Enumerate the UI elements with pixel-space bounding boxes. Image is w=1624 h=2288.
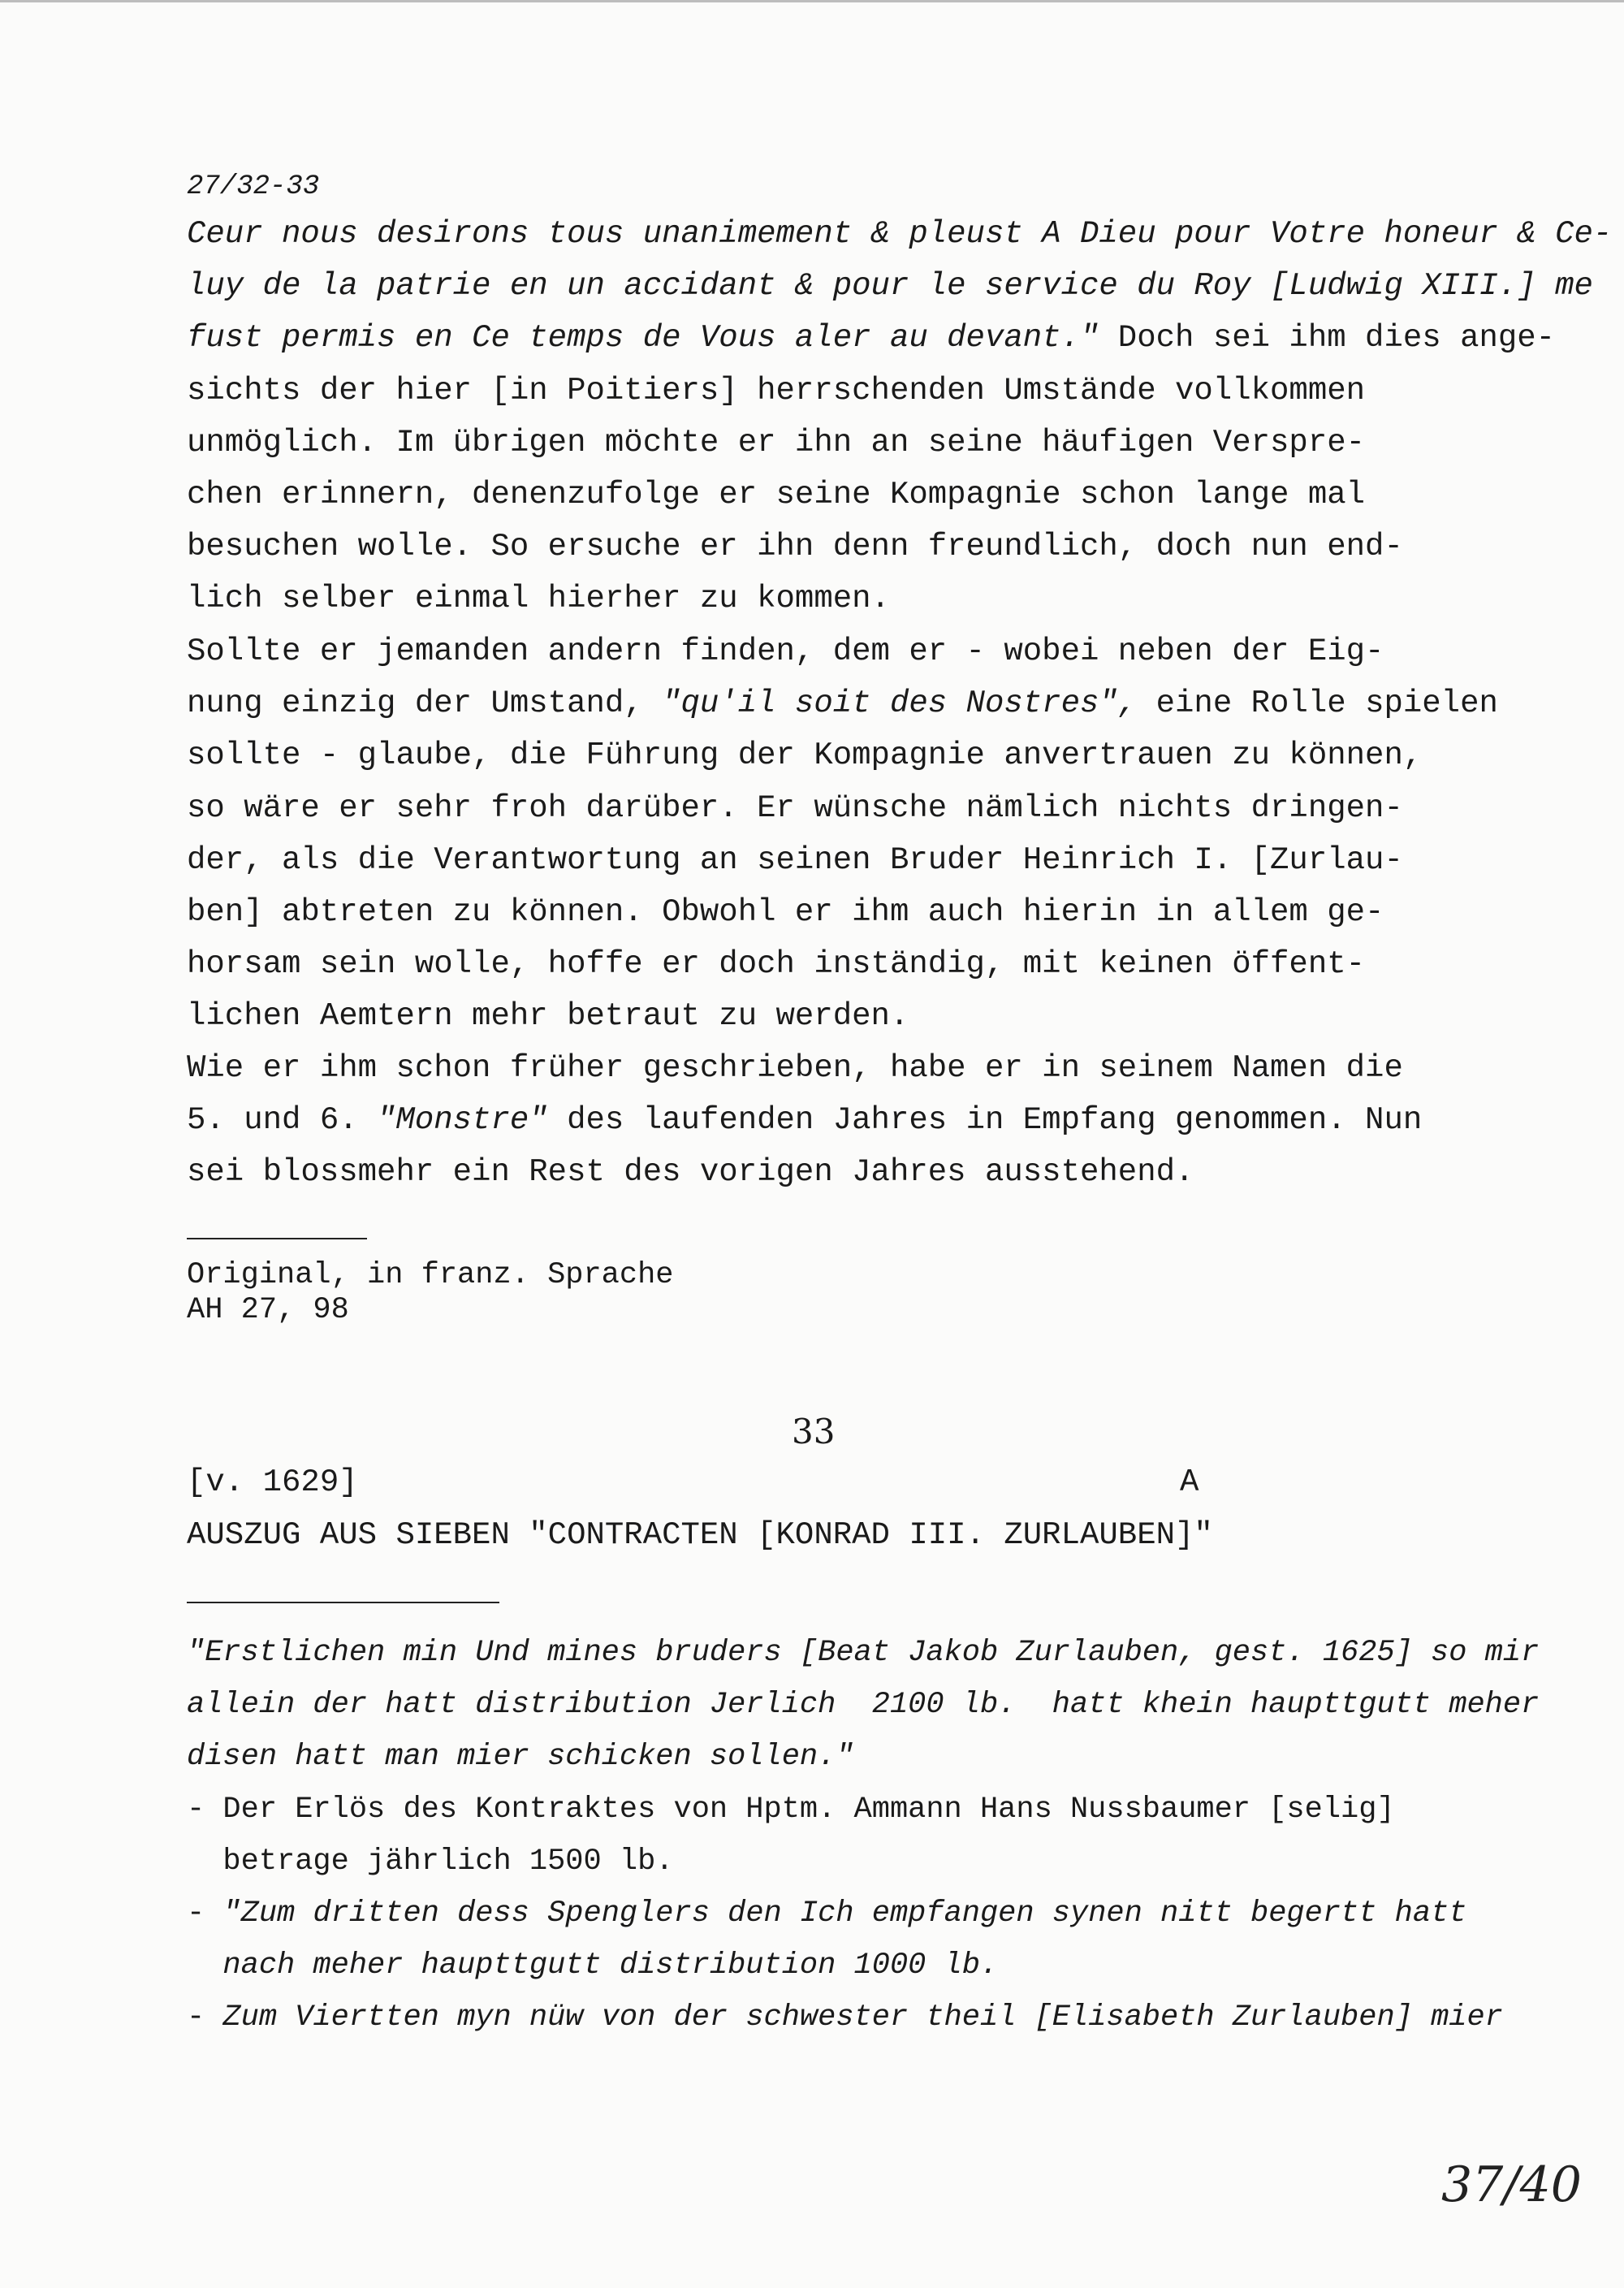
para3-text: "Monstre" <box>377 1102 548 1139</box>
para2-line <box>187 944 1365 984</box>
excerpt-text: - <box>187 1897 223 1931</box>
para2-line <box>187 683 1498 724</box>
para2-text: nung einzig der Umstand, <box>187 686 663 722</box>
excerpt-text: - <box>187 2000 223 2035</box>
para1-line <box>187 474 1365 515</box>
handwritten-page-number: 37/40 <box>1441 2156 1582 2213</box>
excerpt-text: - Der Erlös des Kontraktes von Hptm. Ammann Hans Nussbaumer [selig] <box>187 1792 1395 1827</box>
source-divider <box>187 1238 367 1239</box>
para1-text: luy de la patrie en un accidant & pour le service du Roy [Ludwig XIII.] me <box>187 268 1593 305</box>
excerpt-line <box>187 1841 674 1882</box>
para1-text: lich selber einmal hierher zu kommen. <box>187 581 890 617</box>
excerpt-text: "Erstlichen min Und mines bruders [Beat Jakob Zurlauben, gest. 1625] so mir <box>187 1636 1540 1670</box>
excerpt-text: allein der hatt distribution Jerlich 2100 lb. hatt khein haupttgutt meher <box>187 1688 1540 1723</box>
excerpt-line <box>187 1789 1395 1830</box>
entry-divider <box>187 1602 499 1603</box>
excerpt-text: "Zum dritten dess Spenglers den Ich empfangen synen nitt begertt hatt <box>222 1897 1467 1931</box>
para2-text: sollte - glaube, die Führung der Kompagnie anvertrauen zu können, <box>187 737 1423 774</box>
para2-line <box>187 631 1384 672</box>
para1-text: fust permis en Ce temps de Vous aler au devant." <box>187 320 1099 357</box>
para1-line <box>187 214 1612 254</box>
para2-text: horsam sein wolle, hoffe er doch inständig, mit keinen öffent- <box>187 946 1366 983</box>
para3-line <box>187 1048 1403 1088</box>
para2-line <box>187 840 1403 880</box>
para2-text: lichen Aemtern mehr betraut zu werden. <box>187 998 909 1035</box>
para2-text: der, als die Verantwortung an seinen Bruder Heinrich I. [Zurlau- <box>187 841 1403 878</box>
entry-letter: A <box>1180 1464 1199 1500</box>
excerpt-line <box>187 1945 998 1986</box>
para2-text: ben] abtreten zu können. Obwohl er ihm auch hierin in allem ge- <box>187 894 1384 930</box>
excerpt-text: nach meher haupttgutt distribution 1000 lb. <box>187 1948 999 1983</box>
para2-line <box>187 996 909 1036</box>
entry-title: AUSZUG AUS SIEBEN "CONTRACTEN [KONRAD III. ZURLAUBEN]" <box>187 1517 1213 1553</box>
para1-line <box>187 318 1555 358</box>
para1-text: chen erinnern, denenzufolge er seine Kompagnie schon lange mal <box>187 477 1366 513</box>
para3-text: des laufenden Jahres in Empfang genommen. Nun <box>547 1102 1423 1139</box>
excerpt-line <box>187 1893 1466 1934</box>
para2-line <box>187 735 1422 776</box>
scan-top-edge <box>0 0 1624 2</box>
excerpt-line <box>187 1737 854 1777</box>
para3-line <box>187 1152 1194 1192</box>
para2-text: "qu'il soit des Nostres", <box>662 686 1138 722</box>
para1-text: Ceur nous desirons tous unanimement & pleust A Dieu pour Votre honeur & Ce- <box>187 216 1613 252</box>
entry-number: 33 <box>792 1412 836 1451</box>
para1-line <box>187 578 890 619</box>
para3-text: 5. und 6. <box>187 1102 378 1139</box>
excerpt-line <box>187 1685 1539 1725</box>
source-archive: AH 27, 98 <box>187 1293 349 1327</box>
para2-text: eine Rolle spielen <box>1137 686 1498 722</box>
page-reference: 27/32-33 <box>187 171 320 202</box>
excerpt-line <box>187 1633 1539 1673</box>
excerpt-line <box>187 1997 1503 2038</box>
para1-text: Doch sei ihm dies ange- <box>1099 320 1556 357</box>
excerpt-text: disen hatt man mier schicken sollen." <box>187 1740 854 1775</box>
excerpt-text: betrage jährlich 1500 lb. <box>187 1844 674 1879</box>
para1-text: besuchen wolle. So ersuche er ihn denn freundlich, doch nun end- <box>187 529 1403 565</box>
para1-text: unmöglich. Im übrigen möchte er ihn an seine häufigen Verspre- <box>187 424 1366 461</box>
excerpt-text: Zum Viertten myn nüw von der schwester theil [Elisabeth Zurlauben] mier <box>222 2000 1503 2035</box>
para1-text: sichts der hier [in Poitiers] herrschenden Umstände vollkommen <box>187 372 1366 409</box>
para3-text: sei blossmehr ein Rest des vorigen Jahres ausstehend. <box>187 1154 1194 1191</box>
para2-text: so wäre er sehr froh darüber. Er wünsche nämlich nichts dringen- <box>187 789 1403 826</box>
para2-line <box>187 892 1384 932</box>
para2-text: Sollte er jemanden andern finden, dem er - wobei neben der Eig- <box>187 634 1384 669</box>
source-original: Original, in franz. Sprache <box>187 1258 674 1292</box>
para1-line <box>187 266 1593 306</box>
para1-line <box>187 422 1365 463</box>
entry-date: [v. 1629] <box>187 1464 358 1500</box>
para1-line <box>187 526 1403 567</box>
para3-line <box>187 1100 1422 1140</box>
para1-line <box>187 370 1365 411</box>
para2-line <box>187 788 1403 828</box>
para3-text: Wie er ihm schon früher geschrieben, habe er in seinem Namen die <box>187 1050 1403 1086</box>
